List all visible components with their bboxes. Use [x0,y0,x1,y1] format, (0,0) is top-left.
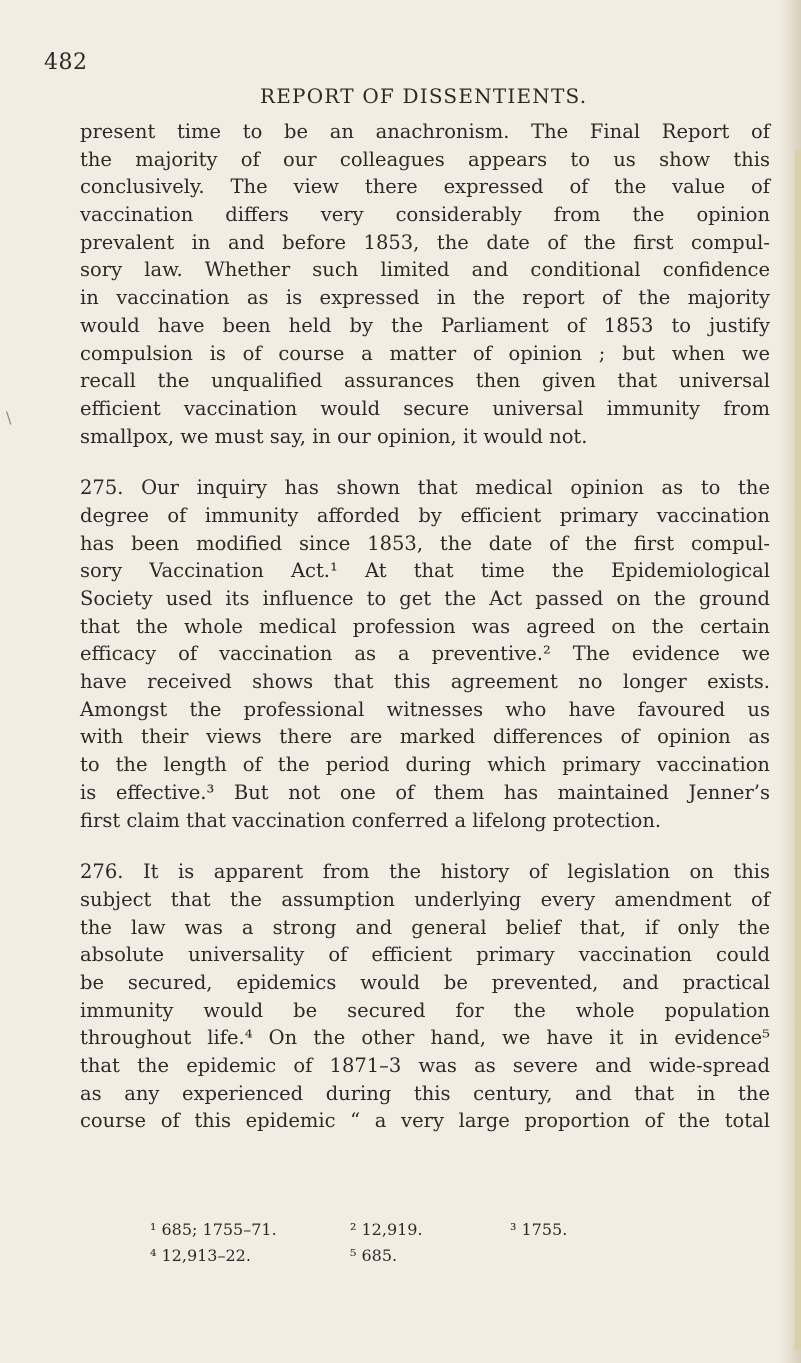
text-line: the majority of our colleagues appears to us show this [80,147,770,171]
text-line: be secured, epidemics would be prevented, and practical [80,970,770,994]
page-number: 482 [44,50,88,75]
paragraph-275 [80,474,770,834]
footnotes-row [150,1244,770,1268]
paragraph-276 [80,858,770,1135]
text-line: subject that the assumption underlying every amendment of [80,887,770,911]
text-line: in vaccination as is expressed in the report of the majority [80,286,770,310]
text-line: Amongst the professional witnesses who have favoured us [80,697,770,721]
text-line: course of this epidemic “ a very large proportion of the total [80,1109,770,1133]
text-line: conclusively. The view there expressed of the value of [80,175,770,199]
text-line: smallpox, we must say, in our opinion, it would not. [80,424,588,448]
margin-mark: \ [6,408,12,427]
text-line: 275. Our inquiry has shown that medical opinion as to the [80,476,770,500]
text-line: throughout life.⁴ On the other hand, we have it in evidence⁵ [80,1026,770,1050]
text-line: as any experienced during this century, and that in the [80,1081,770,1105]
footnote-1: ¹ 685; 1755–71. [150,1220,277,1239]
text-line: sory law. Whether such limited and conditional confidence [80,258,770,282]
footnote-2: ² 12,919. [350,1220,423,1239]
footnote-3: ³ 1755. [510,1220,568,1239]
text-line: present time to be an anachronism. The Final Report of [80,120,770,143]
text-line: absolute universality of efficient primary vaccination could [80,943,770,967]
text-line: vaccination differs very considerably from the opinion [80,203,770,227]
text-line: that the epidemic of 1871–3 was as severe and wide-spread [80,1054,770,1077]
text-line: to the length of the period during which primary vaccination [80,753,770,777]
text-line: is effective.³ But not one of them has maintained Jenner’s [80,780,770,804]
text-line: degree of immunity afforded by efficient primary vaccination [80,503,770,527]
footnote-5: ⁵ 685. [350,1246,398,1265]
text-line: with their views there are marked differences of opinion as [80,725,770,749]
text-line: efficacy of vaccination as a preventive.² The evidence we [80,642,770,666]
text-line: the law was a strong and general belief that, if only the [80,915,770,939]
text-line: efficient vaccination would secure universal immunity from [80,396,770,420]
text-line: compulsion is of course a matter of opinion ; but when we [80,341,770,365]
footnote-4: ⁴ 12,913–22. [150,1246,251,1265]
footnotes-row [150,1218,770,1242]
text-line: that the whole medical profession was agreed on the certain [80,614,770,638]
paragraph-continuation [80,118,770,450]
page-edge [795,150,801,1350]
text-line: would have been held by the Parliament of 1853 to justify [80,313,770,337]
text-line: first claim that vaccination conferred a lifelong protection. [80,808,662,832]
text-line: recall the unqualified assurances then given that universal [80,369,770,393]
text-line: sory Vaccination Act.¹ At that time the Epidemiological [80,559,770,583]
text-line: 276. It is apparent from the history of legislation on this [80,860,770,884]
text-line: immunity would be secured for the whole population [80,998,770,1022]
running-head: REPORT OF DISSENTIENTS. [260,84,588,108]
text-line: have received shows that this agreement no longer exists. [80,670,770,694]
text-line: has been modified since 1853, the date of the first compul- [80,531,770,555]
text-line: prevalent in and before 1853, the date of the first compul- [80,230,770,254]
text-line: Society used its influence to get the Act passed on the ground [80,587,770,610]
body-text [80,118,770,1135]
